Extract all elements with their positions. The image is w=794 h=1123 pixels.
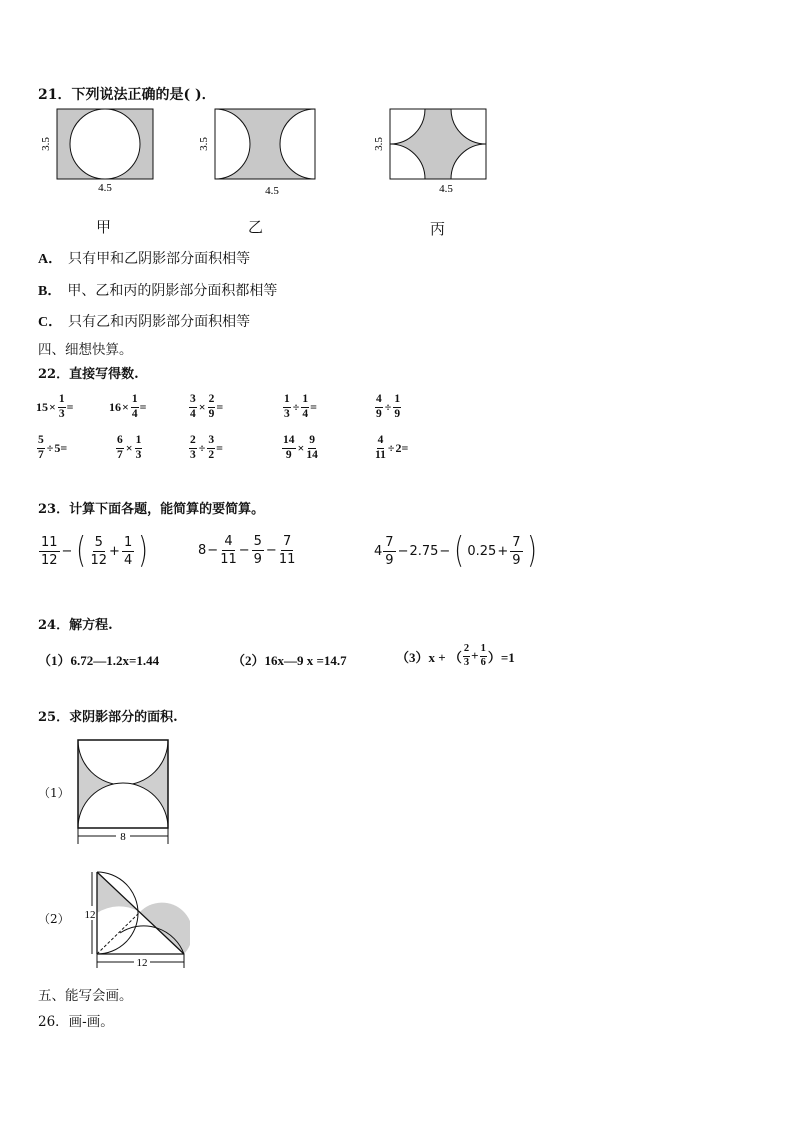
left-paren: ( xyxy=(76,530,87,571)
q23-title: 23．计算下面各题，能简算的要简算。 xyxy=(38,502,265,517)
option-a-letter: A． xyxy=(38,252,63,267)
q23-expression-2 xyxy=(198,535,296,566)
numerator: 2 xyxy=(189,435,197,449)
denominator: 9 xyxy=(385,552,394,568)
option-b-text: 甲、乙和丙的阴影部分面积都相等 xyxy=(67,283,278,299)
q21-figure-jia xyxy=(36,104,166,196)
calc-r2-4 xyxy=(281,435,319,461)
frac-1 xyxy=(189,435,197,461)
denominator: 3 xyxy=(284,407,290,420)
figure-label-yi: 乙 xyxy=(248,218,264,236)
frac-2 xyxy=(510,536,522,567)
denominator: 2 xyxy=(208,448,215,461)
denominator: 9 xyxy=(208,407,215,420)
option-c-text: 只有乙和丙阴影部分面积相等 xyxy=(68,314,251,330)
numerator: 1 xyxy=(283,394,291,408)
numerator: 5 xyxy=(37,435,45,449)
q24-title: 24．解方程. xyxy=(38,618,113,633)
equals: = xyxy=(216,440,223,455)
operator: ÷ xyxy=(384,399,392,414)
height-label-yi: 3.5 xyxy=(198,137,210,151)
denominator: 11 xyxy=(375,448,386,461)
figure-label-bing: 丙 xyxy=(430,220,446,238)
numerator: 11 xyxy=(41,534,58,550)
option-a xyxy=(38,248,250,268)
denominator: 9 xyxy=(285,448,292,461)
frac-1 xyxy=(283,394,291,420)
calc-r1-2-a: 16 xyxy=(109,399,121,414)
right-paren: ) xyxy=(138,530,149,571)
numerator: 9 xyxy=(308,435,316,449)
calc-r1-1-frac xyxy=(58,394,66,420)
numerator: 14 xyxy=(282,435,296,449)
frac-2 xyxy=(393,394,401,420)
q25-figure-2 xyxy=(78,866,190,974)
calc-r1-2-op: × xyxy=(122,399,129,414)
frac-3 xyxy=(122,536,134,567)
frac-1 xyxy=(189,394,197,420)
numerator: 7 xyxy=(512,534,521,550)
q21-figure-yi xyxy=(194,104,326,200)
minus: − xyxy=(61,543,73,559)
q23-expression-1 xyxy=(38,530,151,571)
calc-r2-3 xyxy=(188,435,223,461)
frac-2 xyxy=(135,435,143,461)
denominator: 9 xyxy=(253,552,262,567)
denominator: 14 xyxy=(306,448,318,461)
denominator: 12 xyxy=(90,552,108,568)
option-c xyxy=(38,311,250,331)
q24-equation-2: （2）16x—9 x =14.7 xyxy=(232,653,347,668)
frac-1 xyxy=(39,536,60,567)
numerator: 4 xyxy=(375,394,383,408)
frac-2 xyxy=(207,435,215,461)
frac-2 xyxy=(91,536,108,567)
frac-1 xyxy=(282,435,296,461)
numerator: 4 xyxy=(224,534,233,549)
denominator: 4 xyxy=(302,407,309,420)
frac-1 xyxy=(375,435,386,461)
numerator: 2 xyxy=(208,394,216,408)
equals: = xyxy=(216,399,224,414)
option-b xyxy=(38,280,277,300)
denominator: 4 xyxy=(190,407,196,420)
denominator: 3 xyxy=(58,407,65,420)
denominator: 9 xyxy=(512,552,521,568)
equals: = xyxy=(60,440,68,455)
operator: × xyxy=(198,399,206,414)
denominator: 7 xyxy=(117,448,123,461)
operator: × xyxy=(125,440,133,455)
frac-1 xyxy=(463,644,470,668)
operand-b: 2.75 xyxy=(409,543,439,559)
frac-3 xyxy=(279,535,296,566)
denominator: 9 xyxy=(394,407,401,420)
width-label-jia: 4.5 xyxy=(98,182,112,194)
calc-r1-1 xyxy=(36,394,73,420)
denominator: 4 xyxy=(123,552,133,568)
height-label-jia: 3.5 xyxy=(40,137,52,151)
numerator: 3 xyxy=(189,394,197,408)
width-label-yi: 4.5 xyxy=(265,185,279,197)
circle-jia xyxy=(70,109,140,179)
denominator: 4 xyxy=(131,407,138,420)
operand-b: 5 xyxy=(54,440,61,455)
frac-1 xyxy=(383,536,395,567)
minus-1: − xyxy=(397,543,409,559)
q24-equation-1: （1）6.72—1.2x=1.44 xyxy=(38,653,160,668)
numerator: 7 xyxy=(385,534,394,550)
shaded-lower-region xyxy=(140,903,190,954)
plus: + xyxy=(109,543,120,559)
q21-title: 21．下列说法正确的是( )． xyxy=(38,87,216,103)
frac-2 xyxy=(480,644,487,668)
section-4-heading: 四、细想快算。 xyxy=(38,342,133,358)
fig2-height-label: 12 xyxy=(84,909,96,921)
denominator: 3 xyxy=(190,448,196,461)
numerator: 2 xyxy=(463,644,470,657)
numerator: 1 xyxy=(58,394,66,408)
numerator: 1 xyxy=(123,534,133,550)
option-a-text: 只有甲和乙阴影部分面积相等 xyxy=(68,251,251,267)
frac-1 xyxy=(116,435,124,461)
fig2-width-label: 12 xyxy=(136,957,148,969)
denominator: 3 xyxy=(463,656,470,668)
operand-a: 8 xyxy=(198,543,207,558)
minus-3: − xyxy=(265,543,277,558)
numerator: 4 xyxy=(377,435,385,449)
calc-r1-2-eq: = xyxy=(139,399,147,414)
denominator: 6 xyxy=(480,656,486,668)
option-b-letter: B． xyxy=(38,284,62,299)
right-paren: ) xyxy=(526,530,537,571)
denominator: 12 xyxy=(41,552,58,568)
operator: ÷ xyxy=(46,440,54,455)
option-c-letter: C． xyxy=(38,315,63,330)
numerator: 7 xyxy=(282,534,292,549)
calc-r2-2 xyxy=(115,435,143,461)
mixed-whole: 4 xyxy=(374,543,383,559)
calc-r1-5 xyxy=(374,394,402,420)
fig1-width-label: 8 xyxy=(120,831,126,843)
numerator: 1 xyxy=(135,435,143,449)
equals: = xyxy=(310,399,317,414)
calc-r2-1 xyxy=(36,435,67,461)
figure-label-jia: 甲 xyxy=(96,218,112,236)
calc-r1-1-a: 15 xyxy=(36,399,48,414)
denominator: 3 xyxy=(135,448,142,461)
q24-equation-3 xyxy=(396,644,515,668)
operand-b: 2 xyxy=(395,440,402,455)
operator: ÷ xyxy=(198,440,206,455)
q25-figure-1 xyxy=(72,736,176,848)
calc-r1-4 xyxy=(282,394,317,420)
q25-fig1-label: （1） xyxy=(38,786,70,800)
calc-r1-3 xyxy=(188,394,223,420)
frac-2 xyxy=(252,535,264,566)
numerator: 6 xyxy=(116,435,124,449)
q25-title: 25．求阴影部分的面积. xyxy=(38,710,178,725)
numerator: 1 xyxy=(131,394,139,408)
eq3-prefix: （3）x + （ xyxy=(396,649,462,665)
minus-1: − xyxy=(207,543,219,558)
numerator: 5 xyxy=(94,534,103,550)
minus-2: − xyxy=(439,543,451,559)
q21-figure-bing xyxy=(370,104,494,200)
q23-expression-3 xyxy=(374,530,540,571)
calc-r2-5 xyxy=(374,435,408,461)
denominator: 11 xyxy=(278,552,296,567)
numerator: 1 xyxy=(393,394,401,408)
operand-c: 0.25 xyxy=(467,543,497,559)
denominator: 9 xyxy=(376,407,382,420)
plus: + xyxy=(497,543,509,559)
calc-r1-2-frac xyxy=(131,394,139,420)
height-label-bing: 3.5 xyxy=(373,137,385,151)
frac-1 xyxy=(220,535,237,566)
q25-fig2-label: （2） xyxy=(38,912,70,926)
q22-title: 22．直接写得数. xyxy=(38,367,139,382)
calc-r1-1-eq: = xyxy=(66,399,74,414)
numerator: 1 xyxy=(480,644,487,657)
eq3-suffix: ）=1 xyxy=(487,649,515,665)
calc-r1-1-op: × xyxy=(49,399,56,414)
operator: × xyxy=(297,440,305,455)
frac-1 xyxy=(375,394,383,420)
operator: ÷ xyxy=(292,399,300,414)
width-label-bing: 4.5 xyxy=(439,183,453,195)
numerator: 3 xyxy=(207,435,215,449)
numerator: 5 xyxy=(253,534,262,549)
plus: + xyxy=(471,648,479,663)
numerator: 1 xyxy=(301,394,309,408)
q26-title: 26．画-画。 xyxy=(38,1014,114,1030)
equals: = xyxy=(401,440,409,455)
operator: ÷ xyxy=(387,440,395,455)
frac-1 xyxy=(37,435,45,461)
denominator: 7 xyxy=(38,448,44,461)
section-5-heading: 五、能写会画。 xyxy=(38,988,133,1004)
left-paren: ( xyxy=(454,530,465,571)
frac-2 xyxy=(306,435,318,461)
frac-2 xyxy=(208,394,216,420)
frac-2 xyxy=(301,394,309,420)
denominator: 11 xyxy=(220,552,237,567)
calc-r1-2 xyxy=(109,394,146,420)
minus-2: − xyxy=(238,543,250,558)
